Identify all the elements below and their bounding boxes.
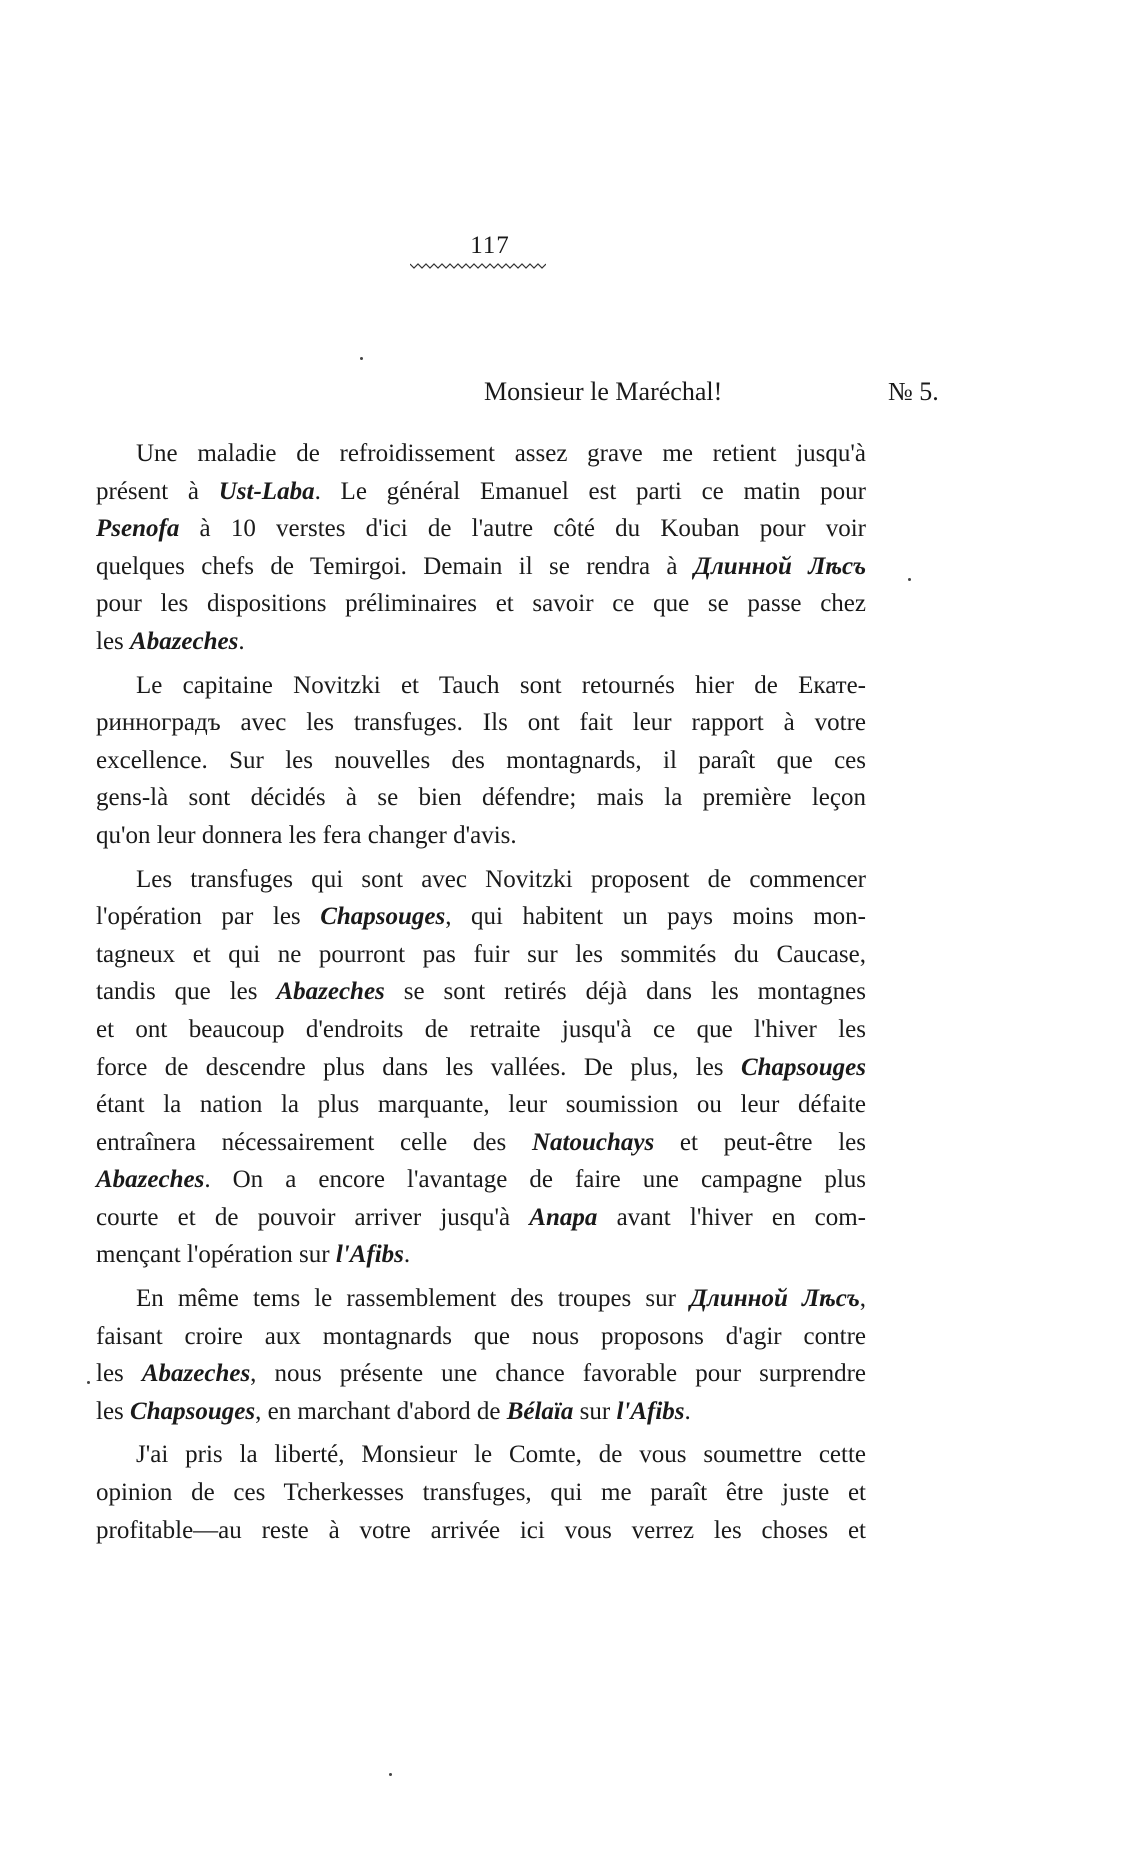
italic-name: Chapsouges [130,1397,256,1425]
text-line [96,1280,866,1318]
text-run: J'ai pris la liberté, Monsieur le Comte, de vous soumettre cette [136,1441,866,1469]
salutation: Monsieur le Maréchal! [484,377,723,406]
text-run: l'opération par les [96,903,321,931]
paragraph [96,667,866,855]
italic-name: Abazeches [276,978,385,1006]
text-run: et peut-être les [654,1128,866,1156]
text-run: . [238,627,245,655]
print-speck [360,357,363,360]
text-run: avant l'hiver en com- [597,1203,866,1231]
text-line [96,667,866,705]
italic-name: Ust-Laba [218,477,315,505]
text-run: , en marchant d'abord de [255,1397,507,1425]
text-line [96,1086,866,1124]
text-line [96,1049,866,1087]
text-line [96,1393,866,1431]
text-run: , qui habitent un pays moins mon- [445,903,866,931]
text-line [96,1011,866,1049]
italic-name: l'Afibs [335,1241,404,1269]
text-run: Une maladie de refroidissement assez grave me retient jusqu'à [136,440,866,467]
italic-name: Psenofa [96,515,180,543]
italic-name: Abazeches [130,627,239,655]
letter-body [96,435,866,1555]
text-run: et ont beaucoup d'endroits de retraite jusqu'à ce que l'hiver les [96,1015,866,1043]
text-line [96,585,866,623]
text-run: étant la nation la plus marquante, leur soumission ou leur défaite [96,1091,866,1119]
text-run: . Le général Emanuel est parti ce matin pour [314,477,866,505]
text-line [96,861,866,899]
page-number-ornament [410,262,546,270]
text-run: Le capitaine Novitzki et Tauch sont retournés hier de Екате- [136,671,866,699]
text-line [96,779,866,817]
text-run: qu'on leur donnera les fera changer d'avis. [96,821,517,849]
document-number: № 5. [888,377,939,406]
paragraph [96,861,866,1275]
text-run: tagneux et qui ne pourront pas fuir sur les sommités du Caucase, [96,940,866,968]
text-run: tandis que les [96,978,277,1006]
paragraph [96,1436,866,1549]
text-run: Les transfuges qui sont avec Novitzki proposent de commencer [136,865,866,893]
text-run: mençant l'opération sur [96,1241,336,1269]
print-speck [389,1773,392,1776]
text-run: quelques chefs de Temirgoi. Demain il se rendra à [96,552,694,580]
paragraph [96,1280,866,1430]
text-line [96,1512,866,1550]
text-run: . [403,1241,411,1269]
text-line [96,1318,866,1356]
text-run: les [96,1397,131,1425]
text-run: présent à [96,477,219,505]
italic-name: Bélaïa [506,1397,574,1425]
text-line [96,1474,866,1512]
text-run: ринноградъ avec les transfuges. Ils ont fait leur rapport à votre [96,709,866,737]
text-run: pour les dispositions préliminaires et savoir ce que se passe chez [96,590,866,618]
italic-name: Abazeches [96,1166,205,1194]
text-run: les [96,1360,142,1388]
text-run: En même tems le rassemblement des troupes sur [136,1285,690,1313]
text-run: , nous présente une chance favorable pour surprendre [250,1360,866,1388]
text-line [96,1236,866,1274]
text-run: courte et de pouvoir arriver jusqu'à [96,1203,530,1231]
text-line [96,742,866,780]
text-line [96,898,866,936]
text-run: profitable—au reste à votre arrivée ici vous verrez les choses et [96,1516,866,1544]
text-line [96,510,866,548]
text-run: faisant croire aux montagnards que nous proposons d'agir contre [96,1322,866,1350]
print-speck [908,578,911,581]
text-run: les [96,627,131,655]
text-line [96,623,866,661]
italic-name: Длинной Лѣсъ [693,552,866,580]
italic-name: Chapsouges [740,1053,866,1081]
text-run: à 10 verstes d'ici de l'autre côté du Kouban pour voir [179,515,866,543]
text-run: excellence. Sur les nouvelles des montagnards, il paraît que ces [96,746,866,774]
text-run: force de descendre plus dans les vallées. De plus, les [96,1053,741,1081]
page-number: 117 [470,232,510,259]
print-speck [87,1381,90,1384]
text-line [96,817,866,855]
paragraph [96,435,866,661]
text-run: , [859,1285,866,1313]
text-run: se sont retirés déjà dans les montagnes [384,978,866,1006]
text-line [96,548,866,586]
italic-name: Chapsouges [320,903,446,931]
text-line [96,973,866,1011]
text-line [96,1355,866,1393]
text-line [96,936,866,974]
text-line [96,435,866,473]
text-line [96,1161,866,1199]
text-line [96,473,866,511]
text-line [96,1436,866,1474]
text-run: sur [573,1397,617,1425]
italic-name: Natouchays [531,1128,655,1156]
italic-name: Длинной Лѣсъ [689,1285,860,1313]
italic-name: Anapa [529,1203,598,1231]
text-line [96,1124,866,1162]
text-run: opinion de ces Tcherkesses transfuges, qui me paraît être juste et [96,1479,866,1507]
text-run: . On a encore l'avantage de faire une campagne plus [204,1166,866,1194]
text-line [96,704,866,742]
text-line [96,1199,866,1237]
text-run: entraînera nécessairement celle des [96,1128,532,1156]
italic-name: Abazeches [141,1360,251,1388]
text-run: gens-là sont décidés à se bien défendre; mais la première leçon [96,784,866,812]
text-run: . [684,1397,691,1425]
letter-heading [0,377,1140,417]
italic-name: l'Afibs [616,1397,685,1425]
